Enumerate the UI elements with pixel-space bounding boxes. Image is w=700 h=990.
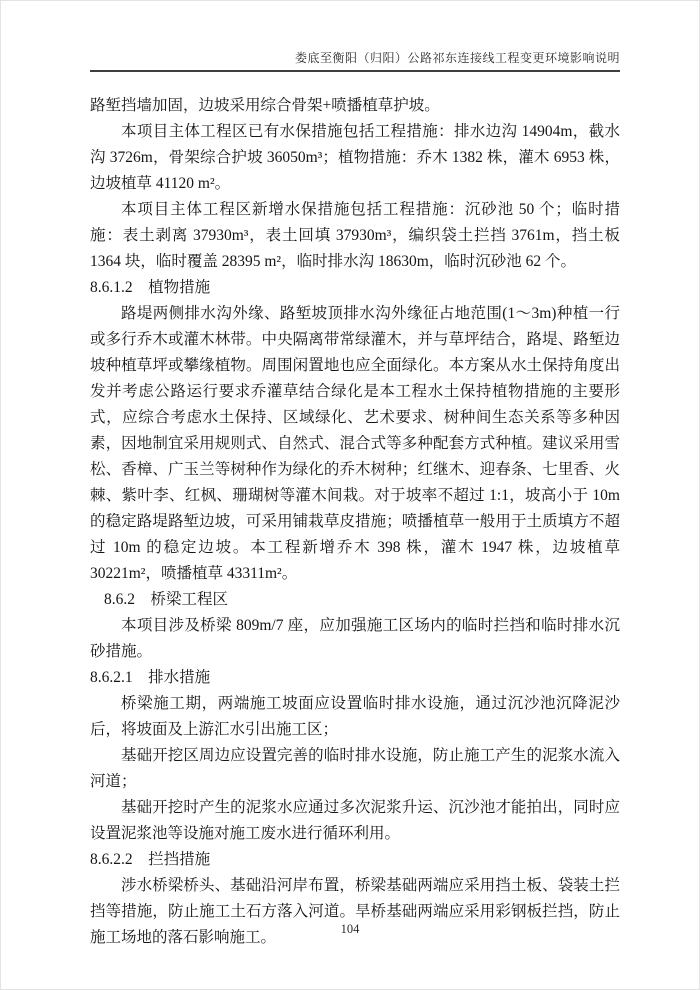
section-heading-8-6-2: 8.6.2 桥梁工程区 (104, 591, 229, 608)
paragraph-barrier-measures: 涉水桥梁桥头、基础沿河岸布置，桥梁基础两端应采用挡土板、袋装土拦挡等措施，防止施工土石方落入河道。旱桥基础两端应采用彩钢板拦挡，防止施工场地的落石影响施工。 (90, 877, 620, 946)
page-body (1, 1, 699, 951)
document-content (90, 93, 620, 951)
section-heading-8-6-2-1: 8.6.2.1 排水措施 (90, 669, 211, 686)
paragraph-drainage-3: 基础开挖时产生的泥浆水应通过多次泥浆升运、沉沙池才能拍出，同时应设置泥浆池等设施对施工废水进行循环利用。 (90, 799, 620, 842)
paragraph-drainage-1: 桥梁施工期，两端施工坡面应设置临时排水设施，通过沉沙池沉降泥沙后，将坡面及上游汇水引出施工区； (90, 695, 620, 738)
running-header-title: 娄底至衡阳（归阳）公路祁东连接线工程变更环境影响说明 (294, 51, 620, 65)
paragraph-drainage-2: 基础开挖区周边应设置完善的临时排水设施，防止施工产生的泥浆水流入河道； (90, 747, 620, 790)
paragraph-existing-measures: 本项目主体工程区已有水保措施包括工程措施：排水边沟 14904m，截水沟 3726m，骨架综合护坡 36050m³；植物措施：乔木 1382 株，灌木 6953 株，边坡植草 41120 m²。 (90, 123, 620, 192)
section-heading-8-6-2-2: 8.6.2.2 拦挡措施 (90, 851, 211, 868)
paragraph-bridge-overview: 本项目涉及桥梁 809m/7 座，应加强施工区场内的临时拦挡和临时排水沉砂措施。 (90, 617, 620, 660)
running-header (90, 49, 620, 72)
paragraph-new-measures: 本项目主体工程区新增水保措施包括工程措施：沉砂池 50 个；临时措施：表土剥离 37930m³，表土回填 37930m³，编织袋土拦挡 3761m，挡土板 1364 块，临时覆盖 28395 m²，临时排水沟 18630m，临时沉砂池 62 个。 (90, 201, 620, 270)
page-number: 104 (340, 922, 360, 936)
paragraph-continuation: 路堑挡墙加固，边坡采用综合骨架+喷播植草护坡。 (90, 97, 440, 114)
section-heading-8-6-1-2: 8.6.1.2 植物措施 (90, 279, 211, 296)
paragraph-plant-measures: 路堤两侧排水沟外缘、路堑坡顶排水沟外缘征占地范围(1～3m)种植一行或多行乔木或灌木林带。中央隔离带常绿灌木，并与草坪结合，路堤、路堑边坡种植草坪或攀缘植物。周围闲置地也应全面绿化。本方案从水土保持角度出发并考虑公路运行要求乔灌草结合绿化是本工程水土保持植物措施的主要形式，应综合考虑水土保持、区域绿化、艺术要求、树种间生态关系等多种因素，因地制宜采用规则式、自然式、混合式等多种配套方式种植。建议采用雪松、香樟、广玉兰等树种作为绿化的乔木树种；红继木、迎春条、七里香、火棘、紫叶李、红枫、珊瑚树等灌木间栽。对于坡率不超过 1:1，坡高小于 10m 的稳定路堤路堑边坡，可采用铺栽草皮措施；喷播植草一般用于土质填方不超过 10m 的稳定边坡。本工程新增乔木 398 株，灌木 1947 株，边坡植草 30221m²，喷播植草 43311m²。 (90, 305, 620, 582)
page-footer (1, 922, 699, 937)
